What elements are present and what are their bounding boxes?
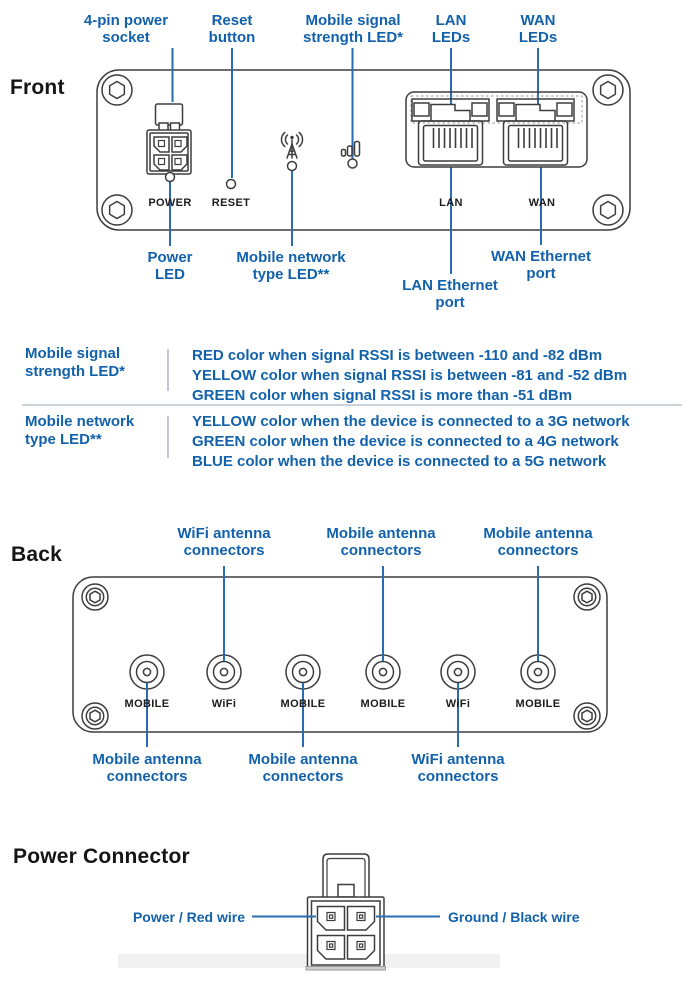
- label-mobile-antenna-connectors-bottom: Mobile antenna connectors: [92, 751, 202, 785]
- panel-label-lan: LAN: [439, 197, 463, 209]
- wan-port-drawing: [497, 99, 574, 165]
- label-lan-leds: LAN LEDs: [431, 12, 471, 46]
- connector-label-mobile: MOBILE: [124, 698, 170, 710]
- heading-back: Back: [11, 543, 63, 566]
- connector-label-mobile: MOBILE: [280, 698, 326, 710]
- heading-front: Front: [10, 76, 65, 99]
- label-power-red-wire: Power / Red wire: [132, 909, 245, 925]
- power-connector-drawing: [306, 854, 386, 970]
- label-wifi-antenna-connectors-bottom: WiFi antenna connectors: [411, 751, 505, 785]
- connector-label-wifi: WiFi: [211, 698, 237, 710]
- label-mobile-network-type-led: Mobile network type LED**: [236, 249, 346, 283]
- reset-button-hole: [227, 180, 236, 189]
- heading-power-connector: Power Connector: [13, 845, 190, 868]
- panel-label-wan: WAN: [528, 197, 556, 209]
- ethernet-ports-drawing: [406, 92, 587, 167]
- table-divider: [167, 416, 169, 458]
- label-mobile-antenna-connectors-top: Mobile antenna connectors: [483, 525, 593, 559]
- led-table-row-label: Mobile network type LED**: [25, 413, 135, 448]
- panel-label-power: POWER: [148, 197, 192, 209]
- power-led: [166, 173, 175, 182]
- mobile-network-type-led: [288, 162, 297, 171]
- label-reset-button: Reset button: [208, 12, 256, 46]
- table-divider: [22, 404, 682, 406]
- label-mobile-signal-strength-led: Mobile signal strength LED*: [302, 12, 404, 46]
- power-socket-drawing: [147, 104, 191, 182]
- back-callout-lines: [147, 566, 538, 747]
- antenna-icon: [281, 133, 302, 171]
- lan-port-drawing: [412, 99, 489, 165]
- label-wan-leds: WAN LEDs: [518, 12, 558, 46]
- antenna-connector-icon: [130, 655, 555, 689]
- mobile-signal-strength-led: [348, 159, 357, 168]
- connector-label-wifi: WiFi: [445, 698, 471, 710]
- label-4pin-power-socket: 4-pin power socket: [83, 12, 169, 46]
- label-power-led: Power LED: [147, 249, 193, 283]
- connector-label-mobile: MOBILE: [515, 698, 561, 710]
- connector-label-mobile: MOBILE: [360, 698, 406, 710]
- label-ground-black-wire: Ground / Black wire: [448, 909, 580, 925]
- label-mobile-antenna-connectors-top: Mobile antenna connectors: [326, 525, 436, 559]
- signal-bars-icon: [342, 142, 360, 169]
- led-table-row-label: Mobile signal strength LED*: [25, 345, 126, 380]
- led-table-row-desc: RED color when signal RSSI is between -110 and -82 dBm YELLOW color when signal RSSI is between -81 and -52 dBm GREEN color when signal RSSI is more than -51 dBm: [192, 347, 628, 404]
- label-wifi-antenna-connectors-top: WiFi antenna connectors: [177, 525, 271, 559]
- table-divider: [167, 349, 169, 391]
- label-mobile-antenna-connectors-bottom: Mobile antenna connectors: [248, 751, 358, 785]
- label-lan-ethernet-port: LAN Ethernet port: [402, 277, 498, 311]
- led-table-row-desc: YELLOW color when the device is connected to a 3G network GREEN color when the device is connected to a 4G network BLUE color when the device is connected to a 5G network: [192, 413, 630, 470]
- panel-label-reset: RESET: [211, 197, 251, 209]
- label-wan-ethernet-port: WAN Ethernet port: [490, 248, 592, 282]
